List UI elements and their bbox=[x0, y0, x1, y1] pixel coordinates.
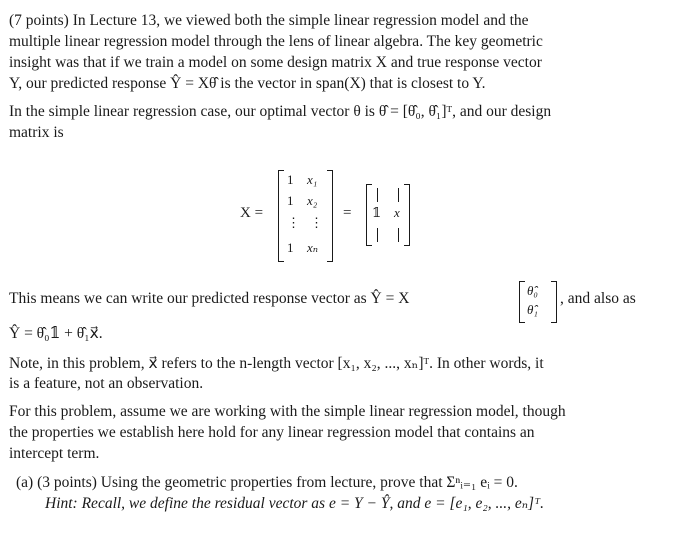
col1-bar-top bbox=[377, 188, 378, 202]
matrix-x-vector: x⃗ bbox=[394, 205, 410, 220]
col1-bar-bottom bbox=[377, 228, 378, 242]
assume-line-2: the properties we establish here hold for any linear regression model that contains an bbox=[9, 424, 535, 441]
predicted-line-1a: This means we can write our predicted response vector as Ŷ = X bbox=[9, 290, 410, 307]
col2-bar-top bbox=[398, 188, 399, 202]
simple-case-line-1: In the simple linear regression case, our optimal vector θ is θ̂ = [θ̂₀, θ̂₁]ᵀ, and our design bbox=[9, 103, 552, 120]
matrix-cell-3-1: ⋮ bbox=[287, 215, 300, 230]
matrix-ones-vector: 𝟙 bbox=[372, 205, 382, 220]
matrix-lhs: X = bbox=[240, 205, 264, 221]
note-line-2: is a feature, not an observation. bbox=[9, 375, 204, 392]
matrix-cell-4-2: xₙ bbox=[307, 240, 319, 255]
matrix-cell-3-2: ⋮ bbox=[310, 215, 323, 230]
part-a-question: (a) (3 points) Using the geometric properties from lecture, prove that Σⁿᵢ₌₁ eᵢ = 0. bbox=[16, 474, 518, 491]
predicted-line-1b: , and also as bbox=[560, 290, 636, 307]
predicted-line-2: Ŷ = θ̂₀𝟙 + θ̂₁x⃗. bbox=[9, 325, 103, 342]
matrix-equals: = bbox=[343, 205, 352, 221]
simple-case-line-2: matrix is bbox=[9, 124, 64, 141]
matrix-cell-1-2: x₁ bbox=[307, 172, 318, 187]
note-line-1: Note, in this problem, x⃗ refers to the n-length vector [x₁, x₂, ..., xₙ]ᵀ. In other words, it bbox=[9, 355, 544, 372]
intro-line-2: multiple linear regression model through the lens of linear algebra. The key geometric bbox=[9, 33, 543, 50]
part-a-hint: Hint: Recall, we define the residual vector as e = Y − Ŷ, and e = [e₁, e₂, ..., eₙ]ᵀ. bbox=[45, 495, 544, 512]
theta-0-hat: θ̂₀ bbox=[527, 283, 538, 298]
intro-line-1: (7 points) In Lecture 13, we viewed both the simple linear regression model and the bbox=[9, 12, 529, 29]
intro-line-4: Y, our predicted response Ŷ = Xθ̂ is the vector in span(X) that is closest to Y. bbox=[9, 75, 486, 92]
theta-left-bracket bbox=[519, 281, 525, 323]
theta-right-bracket bbox=[551, 281, 557, 323]
assume-line-1: For this problem, assume we are working with the simple linear regression model, though bbox=[9, 403, 566, 420]
assume-line-3: intercept term. bbox=[9, 445, 100, 462]
matrix-cell-1-1: 1 bbox=[287, 172, 294, 187]
matrix-cell-2-2: x₂ bbox=[307, 193, 318, 208]
matrix-cell-2-1: 1 bbox=[287, 193, 294, 208]
theta-1-hat: θ̂₁ bbox=[527, 302, 538, 317]
col2-bar-bottom bbox=[398, 228, 399, 242]
matrix-right-bracket bbox=[327, 170, 333, 262]
matrix-left-bracket bbox=[278, 170, 284, 262]
intro-line-3: insight was that if we train a model on some design matrix X and true response vector bbox=[9, 54, 542, 71]
matrix-cell-4-1: 1 bbox=[287, 240, 294, 255]
